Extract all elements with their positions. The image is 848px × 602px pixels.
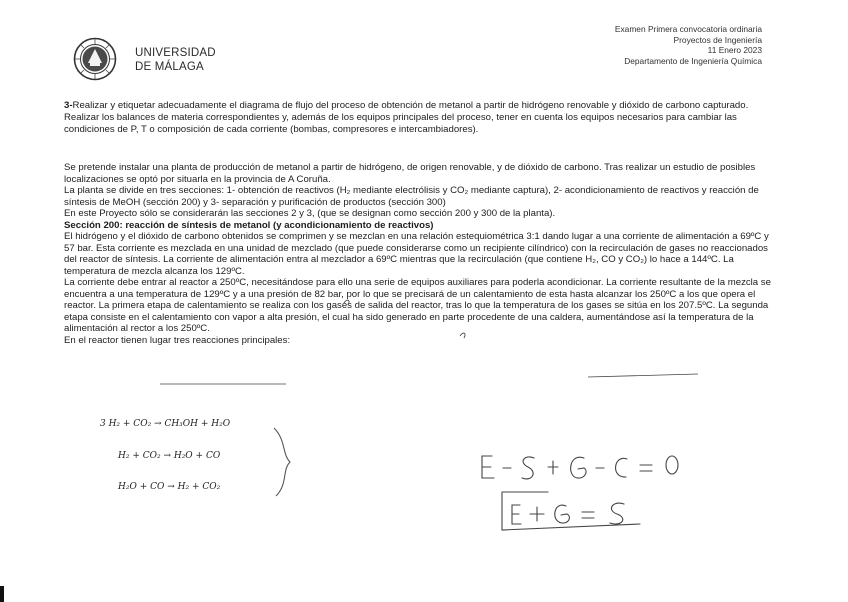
reaction-2: H₂ + CO₂ → H₂O + CO: [118, 451, 221, 461]
university-name-line-1: UNIVERSIDAD: [135, 47, 216, 59]
question-text: Realizar y etiquetar adecuadamente el diagrama de flujo del proceso de obtención de metanol a partir de hidrógeno renovable y dióxido de carbono capturado. Realizar los balances de materia correspondientes y, además de los equipos principales del proceso, tener en cuenta los equipos necesarios para cambiar las condiciones de P, T o composición de cada corriente (bombas, compresores e intercambiadores).: [64, 100, 749, 136]
paragraph-intro: Se pretende instalar una planta de producción de metanol a partir de hidrógeno, de origen renovable, y de dióxido de carbono. Tras realizar un estudio de posibles localizaciones se optó por situarla en la provincia de A Coruña.: [64, 162, 756, 185]
reaction-1: 3 H₂ + CO₂ → CH₃OH + H₂O: [100, 419, 231, 429]
reaction-3: H₂O + CO → H₂ + CO₂: [118, 482, 221, 492]
department-name: Departamento de Ingeniería Química: [624, 55, 762, 66]
course-name: Proyectos de Ingeniería: [673, 34, 762, 45]
question-statement: [64, 100, 776, 137]
exam-header: [615, 24, 762, 66]
handwritten-balance-steady: [502, 492, 640, 530]
question-number: 3-: [64, 100, 73, 111]
university-seal-logo: [73, 37, 117, 81]
university-name-line-2: DE MÁLAGA: [135, 61, 204, 73]
handwritten-balance-general: [482, 456, 678, 479]
paragraph-heating: La corriente debe entrar al reactor a 250ºC, necesitándose para ello una serie de equipos auxiliares para poderla acondicionar. La corriente resultante de la mezcla se encuentra a una temperatura de 129ºC y a una presión de 82 bar, por lo que se precisará de un calentamiento de esta hasta alcanzar los 250ºC a los que opera el reactor. La primera etapa de calentamiento se realiza con los gases de salida del reactor, tras lo que la temperatura de los gases se sitúa en los 207.5ºC. La segunda etapa consiste en el calentamiento con vapor a alta presión, el cual ha sido generado en parte procedente de una caldera, aumentándose así la temperatura de la alimentación al rector a los 250ºC.: [64, 277, 771, 334]
paragraph-scope: En este Proyecto sólo se considerarán las secciones 2 y 3, (que se designan como sección 200 y 300 de la planta).: [64, 208, 556, 219]
paragraph-reactions-intro: En el reactor tienen lugar tres reacciones principales:: [64, 334, 291, 346]
paragraph-sections: La planta se divide en tres secciones: 1- obtención de reactivos (H₂ mediante electrólisis y CO₂ mediante captura), 2- acondicionamiento de reactivos y reacción de síntesis de MeOH (sección 200) y 3- separación y purificación de productos (sección 300): [64, 185, 759, 208]
university-name: [135, 46, 216, 74]
exam-title: Examen Primera convocatoria ordinaria: [614, 24, 762, 34]
handwritten-brace: [274, 428, 290, 496]
section-200-heading: Sección 200: reacción de síntesis de metanol (y acondicionamiento de reactivos): [64, 219, 434, 231]
page-edge-mark: [0, 586, 4, 602]
paragraph-mixing: El hidrógeno y el dióxido de carbono obtenidos se comprimen y se mezclan en una relación estequiométrica 3:1 dando lugar a una corriente de alimentación a 69ºC y 57 bar. Esta corriente es mezclada en una unidad de mezclado (que puede considerarse como un recipiente cilíndrico) con la recirculación de gases no reaccionados del reactor de síntesis. La corriente de alimentación entra al mezclador a 69ºC mientras que la recirculación (que contiene H₂, CO y CO₂) lo hace a 144ºC. La temperatura de mezcla alcanza los 129ºC.: [64, 231, 769, 277]
exam-date: 11 Enero 2023: [707, 45, 762, 56]
problem-description: [64, 162, 776, 346]
